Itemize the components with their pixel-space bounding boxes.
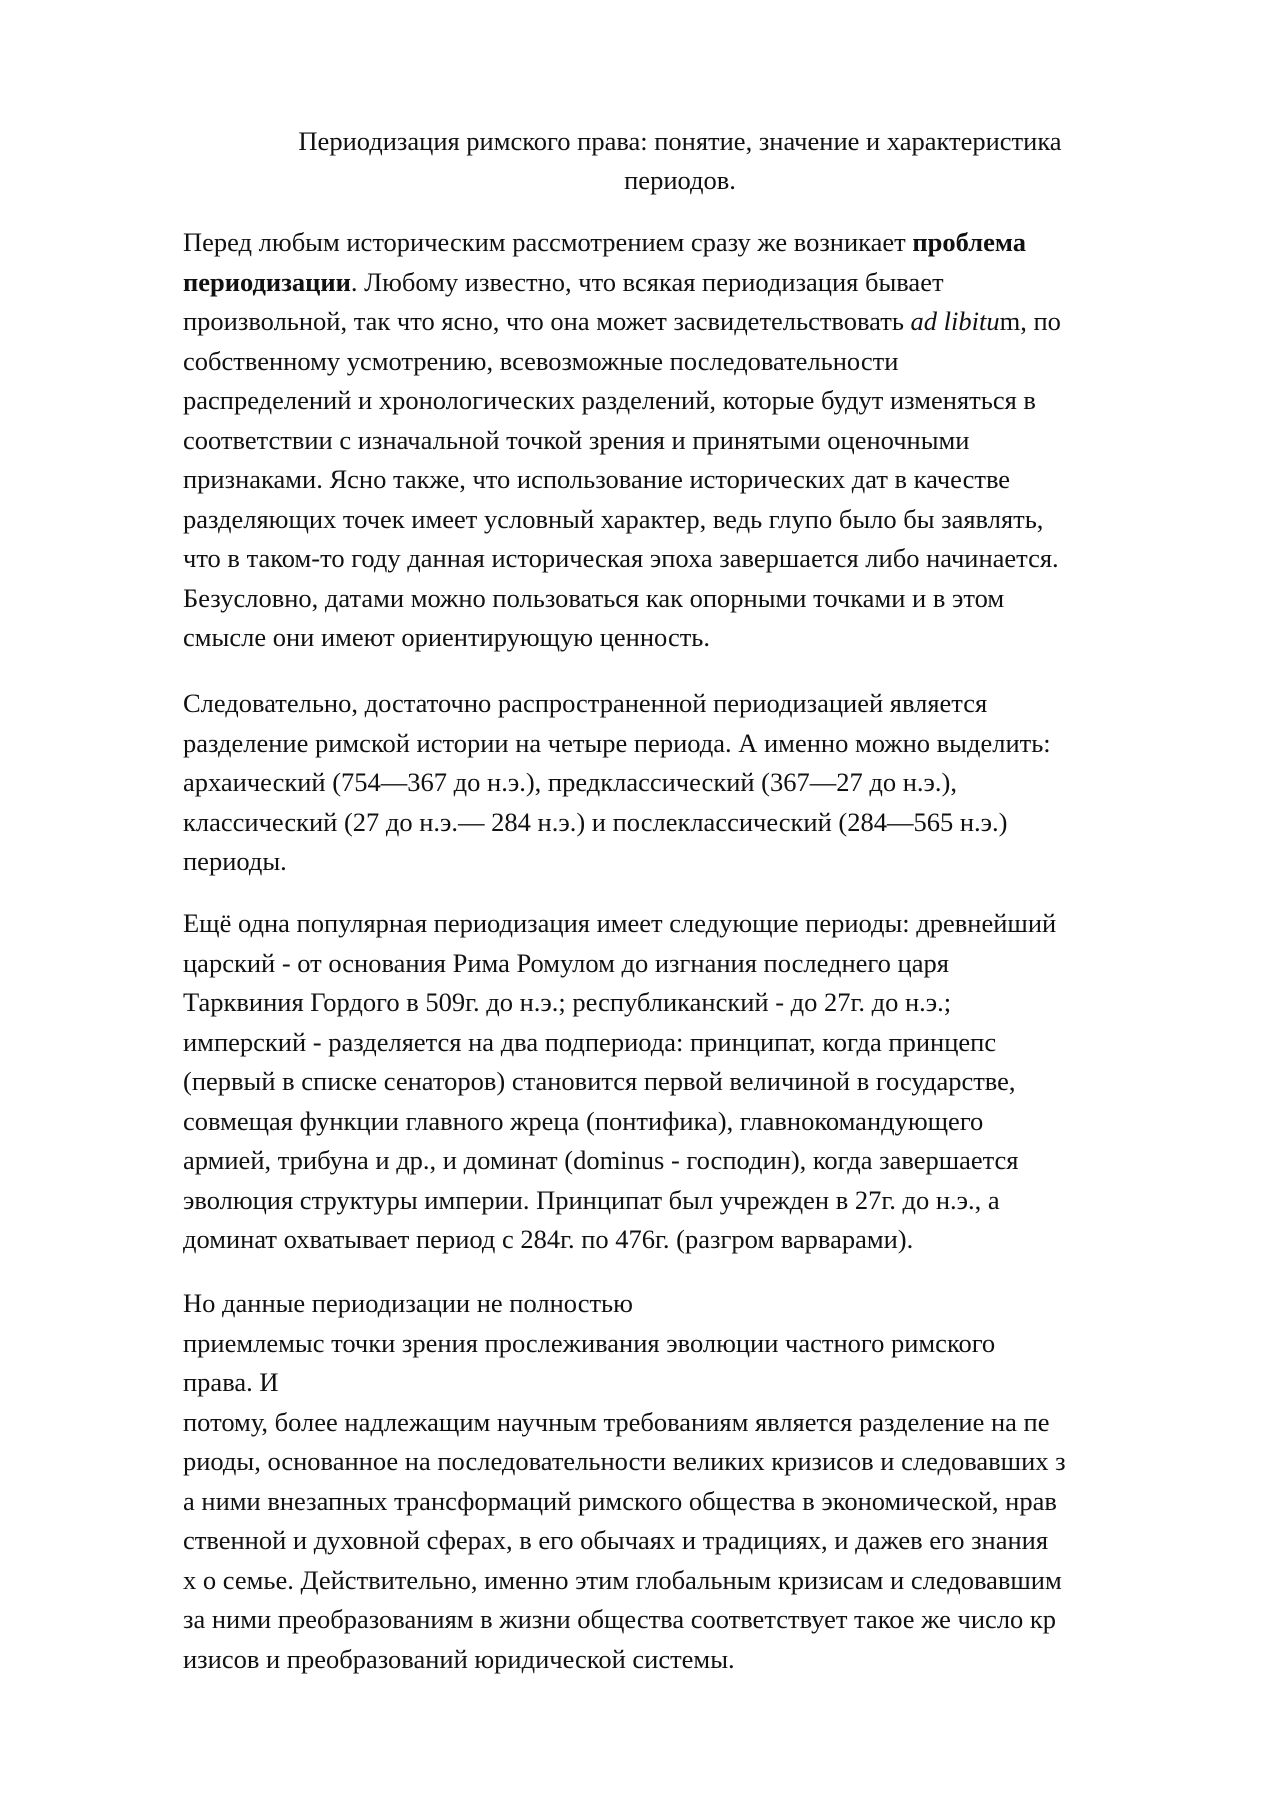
text-line: эволюция структуры империи. Принципат был учрежден в 27г. до н.э., а <box>183 1184 1000 1215</box>
text-line: периоды. <box>183 846 287 876</box>
text-line: архаический (754—367 до н.э.), предклассический (367—27 до н.э.), <box>183 767 957 797</box>
text-line: что в таком-то году данная историческая эпоха завершается либо начинается. <box>183 543 1059 573</box>
paragraph-periodization-problem <box>183 223 1193 658</box>
text-line: права. И <box>183 1367 279 1397</box>
text-line: собственному усмотрению, всевозможные последовательности <box>183 345 899 376</box>
text-run: произвольной, так что ясно, что она может засвидетельствовать <box>183 306 911 336</box>
italic-term: ad libitu <box>910 306 1000 336</box>
text-line: за ними преобразованиям в жизни общества соответствует такое же число кр <box>183 1604 1057 1634</box>
text-line: смысле они имеют ориентирующую ценность. <box>183 622 710 652</box>
text-line: классический (27 до н.э.— 284 н.э.) и послеклассический (284—565 н.э.) <box>183 806 1008 837</box>
text-line: соответствии с изначальной точкой зрения и принятыми оценочными <box>183 424 970 455</box>
text-line: приемлемыс точки зрения прослеживания эволюции частного римского <box>183 1327 996 1358</box>
text-line: признаками. Ясно также, что использование исторических дат в качестве <box>183 464 1011 494</box>
paragraph-crisis-periodization <box>183 1284 1193 1679</box>
bold-term: проблема <box>912 227 1026 257</box>
text-line: доминат охватывает период с 284г. по 476г. (разгром варварами). <box>183 1224 914 1254</box>
text-run: . Любому известно, что всякая периодизация бывает <box>350 266 944 297</box>
text-line: (первый в списке сенаторов) становится первой величиной в государстве, <box>183 1066 1016 1096</box>
text-line <box>183 302 1193 342</box>
text-line: Тарквиния Гордого в 509г. до н.э.; республиканский - до 27г. до н.э.; <box>183 987 952 1017</box>
paragraph-four-periods <box>183 684 1193 882</box>
text-line: Но данные периодизации не полностью <box>183 1288 633 1318</box>
text-run: Перед любым историческим рассмотрением сразу же возникает <box>183 227 913 257</box>
text-line: изисов и преобразований юридической системы. <box>183 1643 735 1674</box>
text-run: m, по <box>999 306 1061 336</box>
text-line: разделяющих точек имеет условный характер, ведь глупо было бы заявлять, <box>183 503 1044 534</box>
text-line: Безусловно, датами можно пользоваться как опорными точками и в этом <box>183 582 1005 613</box>
text-line: Ещё одна популярная периодизация имеет следующие периоды: древнейший <box>183 908 1057 938</box>
text-line <box>183 223 1193 263</box>
text-line: царский - от основания Рима Ромулом до изгнания последнего царя <box>183 947 949 978</box>
text-line: распределений и хронологических разделений, которые будут изменяться в <box>183 385 1036 415</box>
title-line: Периодизация римского права: понятие, значение и характеристика <box>298 126 1062 156</box>
text-line: армией, трибуна и др., и доминат (dominus - господин), когда завершается <box>183 1145 1019 1175</box>
text-line: Следовательно, достаточно распространенной периодизацией является <box>183 688 988 718</box>
text-line: а ними внезапных трансформаций римского общества в экономической, нрав <box>183 1485 1057 1516</box>
paragraph-popular-periodization <box>183 904 1193 1260</box>
text-line <box>183 263 1193 303</box>
title-line: периодов. <box>624 165 736 195</box>
text-line: потому, более надлежащим научным требованиям является разделение на пе <box>183 1406 1050 1437</box>
text-line: риоды, основанное на последовательности великих кризисов и следовавших з <box>183 1446 1066 1476</box>
text-line: имперский - разделяется на два подпериода: принципат, когда принцепс <box>183 1026 997 1057</box>
text-line: ственной и духовной сферах, в его обычаях и традициях, и дажев его знания <box>183 1525 1049 1555</box>
text-line: х о семье. Действительно, именно этим глобальным кризисам и следовавшим <box>183 1564 1062 1595</box>
text-line: совмещая функции главного жреца (понтифика), главнокомандующего <box>183 1105 984 1136</box>
bold-term: периодизации <box>183 266 351 297</box>
text-line: разделение римской истории на четыре периода. А именно можно выделить: <box>183 727 1051 758</box>
document-title <box>220 122 1140 200</box>
